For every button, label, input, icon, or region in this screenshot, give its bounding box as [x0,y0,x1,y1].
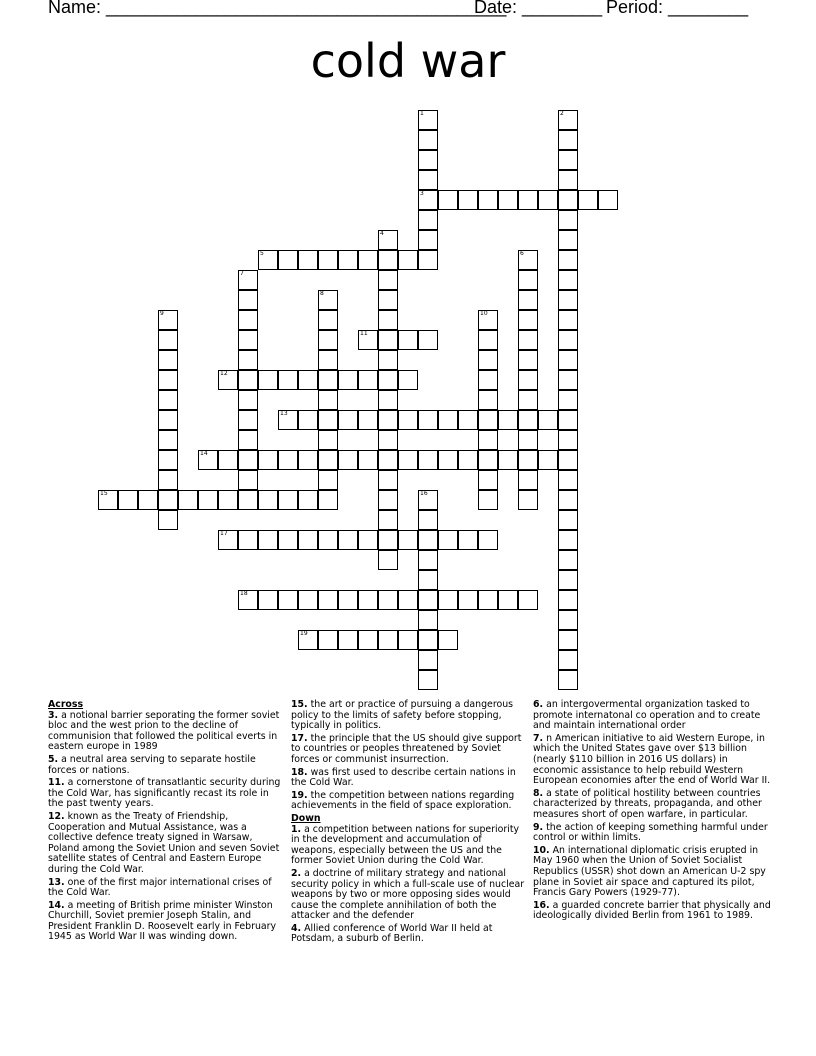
grid-cell[interactable] [518,490,538,510]
grid-cell[interactable] [458,450,478,470]
grid-cell[interactable] [318,530,338,550]
clue-item [533,823,771,844]
grid-cell[interactable] [378,270,398,290]
grid-cell[interactable] [558,390,578,410]
grid-cell[interactable] [558,130,578,150]
grid-cell[interactable] [238,310,258,330]
grid-cell[interactable] [298,530,318,550]
clue-text: known as the Treaty of Friendship, Cooperation and Mutual Assistance, was a collective defence treaty signed in Warsaw, Poland among the Soviet Union and seven Soviet satellite states of Central and Eastern Europe during the Cold War. [48,810,280,875]
grid-cell[interactable] [398,410,418,430]
grid-cell[interactable] [558,250,578,270]
cell-number: 19 [300,630,308,637]
grid-cell[interactable] [558,510,578,530]
grid-cell[interactable] [558,370,578,390]
clue-number: 19. [291,789,308,801]
clue-item [533,700,771,732]
grid-cell[interactable] [558,150,578,170]
clue-item [533,734,771,787]
grid-cell[interactable] [418,590,438,610]
clue-text: a guarded concrete barrier that physically and ideologically divided Berlin from 1961 to 1989. [533,899,771,922]
grid-cell[interactable] [258,450,278,470]
clue-text: a cornerstone of transatlantic security during the Cold War, has significantly recast its role in the past twenty years. [48,777,281,810]
cell-number: 13 [280,410,288,417]
grid-cell[interactable] [278,530,298,550]
grid-cell[interactable] [238,430,258,450]
grid-cell[interactable] [538,450,558,470]
grid-cell[interactable] [358,370,378,390]
clue-item [291,791,527,812]
grid-cell[interactable] [418,130,438,150]
grid-cell[interactable] [378,390,398,410]
grid-cell[interactable] [398,450,418,470]
clue-number: 1. [291,823,302,835]
name-field-label: Name: ________________________________________ [48,0,507,17]
clue-item [533,846,771,899]
grid-cell[interactable] [518,350,538,370]
clue-item [291,869,527,922]
clue-number: 11. [48,777,65,789]
grid-cell[interactable] [158,390,178,410]
clue-item [291,700,527,732]
grid-cell[interactable] [178,490,198,510]
grid-cell[interactable] [418,210,438,230]
grid-cell[interactable] [298,370,318,390]
clues-column-2 [291,700,527,947]
grid-cell[interactable] [158,490,178,510]
period-field-label: Period: ________ [606,0,749,17]
grid-cell[interactable] [378,290,398,310]
grid-cell[interactable] [238,330,258,350]
grid-cell[interactable] [358,590,378,610]
grid-cell[interactable] [418,570,438,590]
clue-number: 18. [291,766,308,778]
grid-cell[interactable] [238,490,258,510]
cell-number: 16 [420,490,428,497]
grid-cell[interactable] [438,450,458,470]
grid-cell[interactable] [478,410,498,430]
grid-cell[interactable] [378,550,398,570]
clue-number: 15. [291,699,308,710]
grid-cell[interactable] [318,370,338,390]
grid-cell[interactable] [358,530,378,550]
grid-cell[interactable] [418,150,438,170]
grid-cell[interactable] [378,450,398,470]
clue-text: one of the first major international crises of the Cold War. [48,876,272,899]
clue-text: a competition between nations for superiority in the development and accumulation of weapons, especially between the US and the former Soviet Union during the Cold War. [291,823,520,867]
grid-cell[interactable] [318,390,338,410]
grid-cell[interactable] [158,450,178,470]
grid-cell[interactable] [378,410,398,430]
grid-cell[interactable] [518,310,538,330]
grid-cell[interactable] [518,430,538,450]
grid-cell[interactable] [398,530,418,550]
grid-cell[interactable] [458,190,478,210]
grid-cell[interactable] [518,190,538,210]
grid-cell[interactable] [258,370,278,390]
clue-text: the competition between nations regarding achievements in the field of space exploration. [291,789,515,812]
grid-cell[interactable] [158,410,178,430]
clue-number: 6. [533,699,544,710]
clue-number: 9. [533,821,544,833]
grid-cell[interactable] [518,450,538,470]
clue-item [291,825,527,867]
grid-cell[interactable] [558,330,578,350]
clue-text: the action of keeping something harmful under control or within limits. [533,821,768,844]
grid-cell[interactable] [298,590,318,610]
clue-text: the principle that the US should give support to countries or peoples threatened by Soviet forces or communist insurrection. [291,732,522,765]
clue-text: was first used to describe certain nations in the Cold War. [291,766,516,789]
grid-cell[interactable] [378,510,398,530]
clue-item [48,755,283,776]
grid-cell[interactable] [558,410,578,430]
grid-cell[interactable] [518,390,538,410]
clue-text: Allied conference of World War II held at Potsdam, a suburb of Berlin. [291,922,493,945]
grid-cell[interactable] [458,530,478,550]
cell-number: 9 [160,310,164,317]
grid-cell[interactable] [318,250,338,270]
grid-cell[interactable] [258,490,278,510]
grid-cell[interactable] [418,250,438,270]
grid-cell[interactable] [338,530,358,550]
clue-text: an intergovermental organization tasked to promote internatonal co operation and to create and maintain international order [533,699,761,732]
grid-cell[interactable] [318,350,338,370]
grid-cell[interactable] [558,670,578,690]
grid-cell[interactable] [278,250,298,270]
grid-cell[interactable] [558,350,578,370]
grid-cell[interactable] [438,190,458,210]
grid-cell[interactable] [478,530,498,550]
grid-cell[interactable] [358,630,378,650]
clue-item [48,878,283,899]
clue-item [48,812,283,876]
grid-cell[interactable] [418,670,438,690]
cell-number: 15 [100,490,108,497]
clue-number: 16. [533,899,550,911]
clue-number: 5. [48,753,59,765]
grid-cell[interactable] [478,330,498,350]
grid-cell[interactable] [338,370,358,390]
grid-cell[interactable] [158,350,178,370]
grid-cell[interactable] [478,470,498,490]
grid-cell[interactable] [418,630,438,650]
grid-cell[interactable] [518,470,538,490]
grid-cell[interactable] [378,370,398,390]
cell-number: 10 [480,310,488,317]
grid-cell[interactable] [418,450,438,470]
grid-cell[interactable] [438,530,458,550]
grid-cell[interactable] [298,490,318,510]
clue-number: 8. [533,787,544,799]
grid-cell[interactable] [558,450,578,470]
grid-cell[interactable] [158,510,178,530]
clue-number: 12. [48,810,65,822]
grid-cell[interactable] [338,450,358,470]
clue-number: 4. [291,922,302,934]
cell-number: 5 [260,250,264,257]
clue-text: a doctrine of military strategy and national security policy in which a full-scale use of nuclear weapons by two or more opposing sides would cause the complete annihilation of both the attacker and the defender [291,867,525,922]
grid-cell[interactable] [278,490,298,510]
clue-item [48,778,283,810]
grid-cell[interactable] [478,190,498,210]
cell-number: 7 [240,270,244,277]
grid-cell[interactable] [478,450,498,470]
grid-cell[interactable] [398,630,418,650]
grid-cell[interactable] [558,630,578,650]
cell-number: 8 [320,290,324,297]
date-field-label: Date: ________ [474,0,603,17]
grid-cell[interactable] [478,390,498,410]
clue-number: 3. [48,709,59,721]
grid-cell[interactable] [378,630,398,650]
puzzle-title: cold war [310,34,506,88]
clue-text: a notional barrier seporating the former soviet bloc and the west prion to the decline of communision that followed the political everts in eastern europe in 1989 [48,709,280,753]
cell-number: 4 [380,230,384,237]
grid-cell[interactable] [318,410,338,430]
grid-cell[interactable] [558,490,578,510]
grid-cell[interactable] [238,450,258,470]
cell-number: 17 [220,530,228,537]
clues-column-1 [48,700,283,945]
grid-cell[interactable] [358,450,378,470]
grid-cell[interactable] [118,490,138,510]
grid-cell[interactable] [378,590,398,610]
grid-cell[interactable] [278,590,298,610]
grid-cell[interactable] [318,310,338,330]
grid-cell[interactable] [518,330,538,350]
clue-item [291,924,527,945]
grid-cell[interactable] [558,570,578,590]
grid-cell[interactable] [558,430,578,450]
grid-cell[interactable] [558,610,578,630]
grid-cell[interactable] [438,410,458,430]
clue-text: the art or practice of pursuing a dangerous policy to the limits of safety before stopping, typically in politics. [291,699,514,732]
grid-cell[interactable] [518,590,538,610]
grid-cell[interactable] [318,630,338,650]
grid-cell[interactable] [498,190,518,210]
grid-cell[interactable] [338,250,358,270]
grid-cell[interactable] [238,290,258,310]
grid-cell[interactable] [378,490,398,510]
grid-cell[interactable] [198,490,218,510]
grid-cell[interactable] [478,490,498,510]
grid-cell[interactable] [418,530,438,550]
grid-cell[interactable] [158,330,178,350]
grid-cell[interactable] [398,370,418,390]
grid-cell[interactable] [518,290,538,310]
clue-item [533,901,771,922]
grid-cell[interactable] [418,410,438,430]
grid-cell[interactable] [558,190,578,210]
grid-cell[interactable] [318,330,338,350]
cell-number: 3 [420,190,424,197]
grid-cell[interactable] [378,250,398,270]
grid-cell[interactable] [338,410,358,430]
clue-number: 17. [291,732,308,744]
grid-cell[interactable] [418,170,438,190]
grid-cell[interactable] [438,590,458,610]
clue-item [48,711,283,753]
clue-item [48,901,283,943]
cell-number: 6 [520,250,524,257]
grid-cell[interactable] [238,470,258,490]
grid-cell[interactable] [558,230,578,250]
grid-cell[interactable] [158,430,178,450]
grid-cell[interactable] [358,250,378,270]
grid-cell[interactable] [418,230,438,250]
grid-cell[interactable] [378,330,398,350]
grid-cell[interactable] [138,490,158,510]
grid-cell[interactable] [518,410,538,430]
grid-cell[interactable] [418,550,438,570]
grid-cell[interactable] [478,430,498,450]
grid-cell[interactable] [538,190,558,210]
grid-cell[interactable] [398,330,418,350]
grid-cell[interactable] [558,530,578,550]
grid-cell[interactable] [538,410,558,430]
grid-cell[interactable] [318,470,338,490]
grid-cell[interactable] [558,290,578,310]
clue-number: 13. [48,876,65,888]
grid-cell[interactable] [598,190,618,210]
grid-cell[interactable] [518,270,538,290]
grid-cell[interactable] [378,430,398,450]
grid-cell[interactable] [558,270,578,290]
clues-column-3 [533,700,771,924]
cell-number: 18 [240,590,248,597]
clue-text: a state of political hostility between countries characterized by threats, propaganda, and other measures short of open warfare, in particular. [533,787,762,820]
grid-cell[interactable] [558,170,578,190]
grid-cell[interactable] [558,650,578,670]
across-heading: Across [48,699,84,710]
cell-number: 1 [420,110,424,117]
grid-cell[interactable] [418,330,438,350]
clue-text: a neutral area serving to separate hostile forces or nations. [48,753,256,776]
grid-cell[interactable] [418,650,438,670]
grid-cell[interactable] [378,470,398,490]
clue-text: n American initiative to aid Western Europe, in which the United States gave over $13 billion (nearly $110 billion in 2016 US dollars) in economic assistance to help rebuild Western European economies after the end of World War II. [533,732,771,787]
grid-cell[interactable] [338,590,358,610]
grid-cell[interactable] [578,190,598,210]
clue-text: An international diplomatic crisis erupted in May 1960 when the Union of Soviet Socialist Republics (USSR) shot down an American U-2 spy plane in Soviet air space and captured its pilot, Francis Gary Powers (1929-77). [533,844,766,899]
grid-cell[interactable] [438,630,458,650]
down-heading: Down [291,812,321,824]
grid-cell[interactable] [218,490,238,510]
grid-cell[interactable] [498,450,518,470]
cell-number: 11 [360,330,368,337]
grid-cell[interactable] [418,610,438,630]
clue-number: 10. [533,844,550,856]
grid-cell[interactable] [318,430,338,450]
clue-text: a meeting of British prime minister Winston Churchill, Soviet premier Joseph Stalin, and President Franklin D. Roosevelt early in February 1945 as World War II was winding down. [48,899,277,943]
grid-cell[interactable] [398,590,418,610]
grid-cell[interactable] [518,370,538,390]
grid-cell[interactable] [378,350,398,370]
grid-cell[interactable] [478,370,498,390]
grid-cell[interactable] [278,370,298,390]
grid-cell[interactable] [418,510,438,530]
grid-cell[interactable] [458,590,478,610]
grid-cell[interactable] [158,470,178,490]
grid-cell[interactable] [318,450,338,470]
grid-cell[interactable] [558,470,578,490]
grid-cell[interactable] [298,450,318,470]
grid-cell[interactable] [498,590,518,610]
grid-cell[interactable] [318,590,338,610]
grid-cell[interactable] [258,590,278,610]
grid-cell[interactable] [558,210,578,230]
grid-cell[interactable] [558,550,578,570]
cell-number: 12 [220,370,228,377]
grid-cell[interactable] [378,310,398,330]
cell-number: 2 [560,110,564,117]
grid-cell[interactable] [238,350,258,370]
grid-cell[interactable] [558,590,578,610]
grid-cell[interactable] [298,410,318,430]
grid-cell[interactable] [298,250,318,270]
grid-cell[interactable] [158,370,178,390]
grid-cell[interactable] [238,410,258,430]
grid-cell[interactable] [478,350,498,370]
clue-item [291,768,527,789]
grid-cell[interactable] [258,530,278,550]
grid-cell[interactable] [378,530,398,550]
grid-cell[interactable] [498,410,518,430]
grid-cell[interactable] [318,490,338,510]
cell-number: 14 [200,450,208,457]
grid-cell[interactable] [218,450,238,470]
clue-item [533,789,771,821]
grid-cell[interactable] [238,390,258,410]
grid-cell[interactable] [478,590,498,610]
grid-cell[interactable] [458,410,478,430]
clue-number: 7. [533,732,544,744]
clue-number: 14. [48,899,65,911]
clue-number: 2. [291,867,302,879]
grid-cell[interactable] [278,450,298,470]
grid-cell[interactable] [338,630,358,650]
grid-cell[interactable] [358,410,378,430]
grid-cell[interactable] [558,310,578,330]
clue-item [291,734,527,766]
grid-cell[interactable] [238,530,258,550]
grid-cell[interactable] [398,250,418,270]
grid-cell[interactable] [238,370,258,390]
